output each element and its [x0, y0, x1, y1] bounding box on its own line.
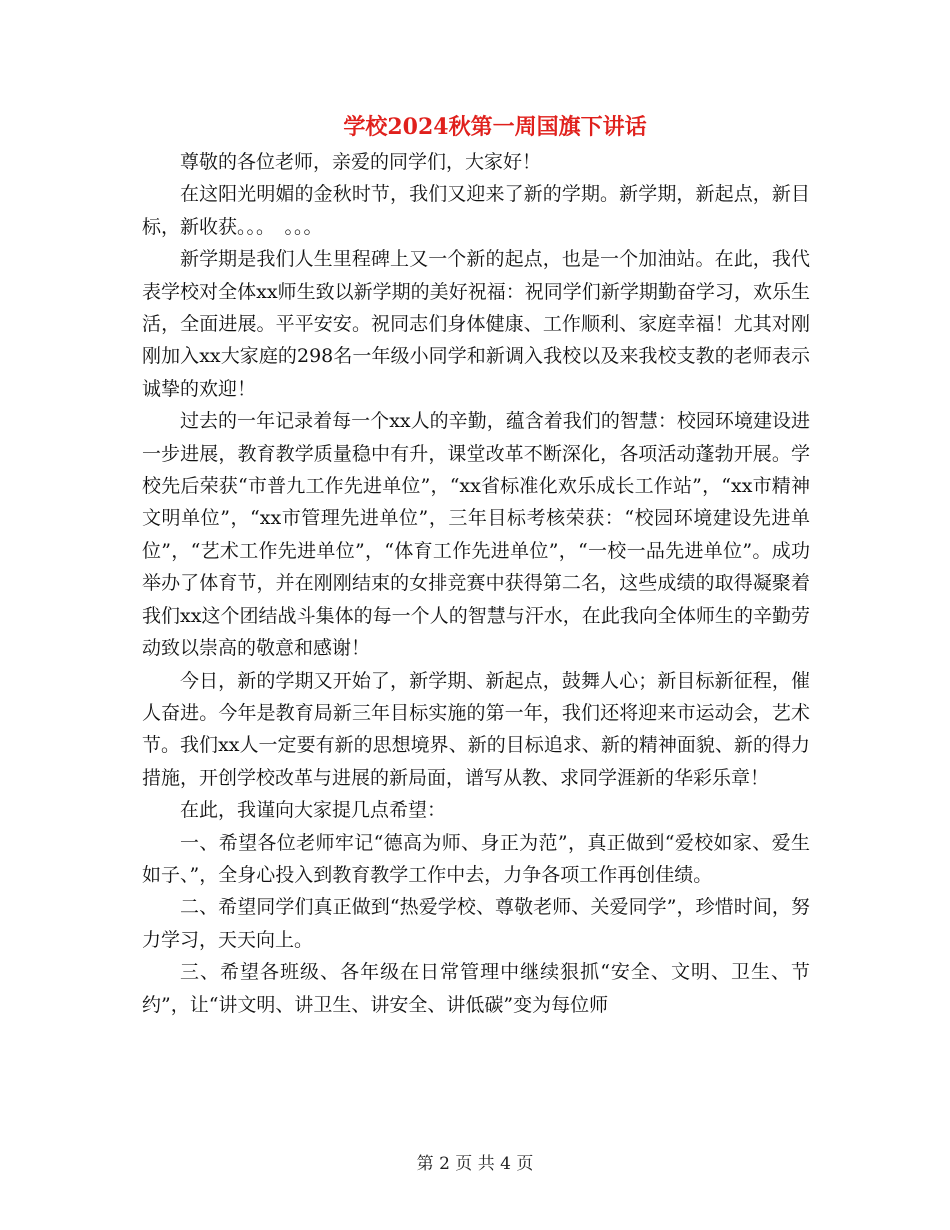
paragraph-hope-classes: 三、希望各班级、各年级在日常管理中继续狠抓“安全、文明、卫生、节约”，让“讲文明、讲卫生、讲安全、讲低碳”变为每位师 — [142, 961, 810, 1016]
paragraph-hope-students: 二、希望同学们真正做到“热爱学校、尊敬老师、关爱同学”，珍惜时间，努力学习，天天向上。 — [142, 896, 810, 951]
paragraph-hopes-intro: 在此，我谨向大家提几点希望： — [180, 799, 447, 822]
paragraph-past-year: 过去的一年记录着每一个xx人的辛勤，蕴含着我们的智慧：校园环境建设进一步进展，教育教学质量稳中有升，课堂改革不断深化，各项活动蓬勃开展。学校先后荣获“市普九工作先进单位”，“xx省标准化欢乐成长工作站”，“xx市精神文明单位”，“xx市管理先进单位”，三年目标考核荣获：“校园环境建设先进单位”，“艺术工作先进单位”，“体育工作先进单位”，“一校一品先进单位”。成功举办了体育节，并在刚刚结束的女排竞赛中获得第二名，这些成绩的取得凝聚着我们xx这个团结战斗集体的每一个人的智慧与汗水，在此我向全体师生的辛勤劳动致以崇高的敬意和感谢！ — [142, 410, 810, 660]
paragraph-new-term: 新学期是我们人生里程碑上又一个新的起点，也是一个加油站。在此，我代表学校对全体xx师生致以新学期的美好祝福：祝同学们新学期勤奋学习，欢乐生活，全面进展。平平安安。祝同志们身体健康、工作顺利、家庭幸福！尤其对刚刚加入xx大家庭的298名一年级小同学和新调入我校以及来我校支教的老师表示诚挚的欢迎！ — [142, 248, 810, 400]
document-title: 学校2024秋第一周国旗下讲话 — [343, 114, 647, 140]
paragraph-intro: 在这阳光明媚的金秋时节，我们又迎来了新的学期。新学期，新起点，新目标，新收获。。。 。。。 — [142, 183, 810, 238]
paragraph-greeting: 尊敬的各位老师，亲爱的同学们，大家好！ — [180, 151, 542, 173]
paragraph-today: 今日，新的学期又开始了，新学期、新起点，鼓舞人心；新目标新征程，催人奋进。今年是教育局新三年目标实施的第一年，我们还将迎来市运动会，艺术节。我们xx人一定要有新的思想境界、新的目标追求、新的精神面貌、新的得力措施，开创学校改革与进展的新局面，谱写从教、求同学涯新的华彩乐章！ — [142, 669, 810, 789]
document-body — [142, 146, 810, 1021]
paragraph-hope-teachers: 一、希望各位老师牢记“德高为师、身正为范”，真正做到“爱校如家、爱生如子、”，全身心投入到教育教学工作中去，力争各项工作再创佳绩。 — [142, 831, 810, 886]
page-number-footer: 第 2 页 共 4 页 — [416, 1154, 534, 1174]
